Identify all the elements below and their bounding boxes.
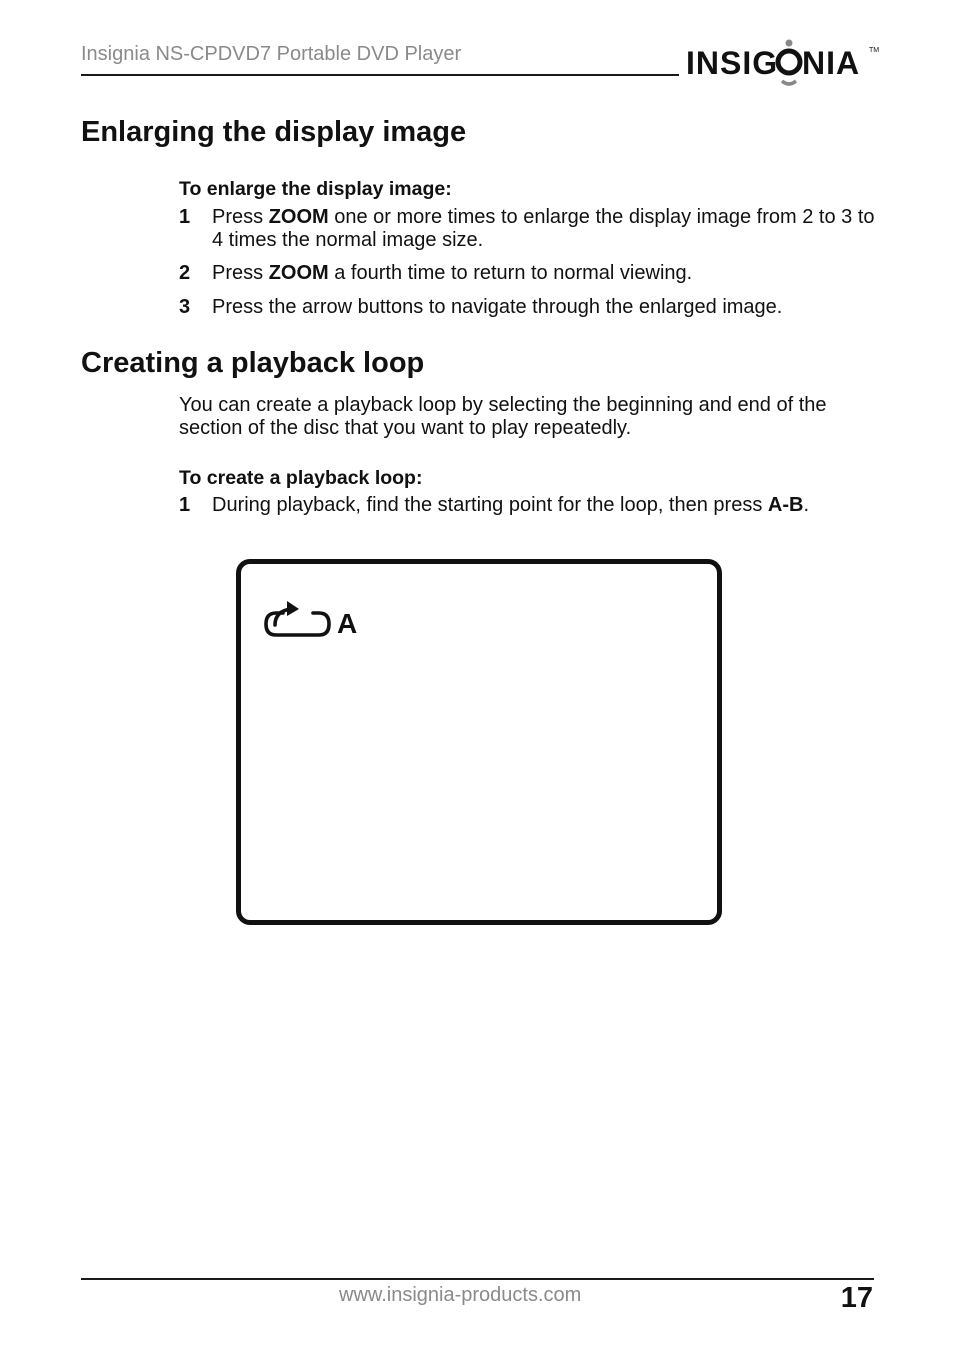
step-text: Press ZOOM a fourth time to return to normal viewing. xyxy=(212,262,693,284)
list-item xyxy=(179,296,879,319)
step-number: 3 xyxy=(179,296,191,318)
page-number: 17 xyxy=(840,1282,873,1314)
footer-url: www.insignia-products.com xyxy=(339,1284,582,1306)
step-number: 1 xyxy=(179,206,191,228)
step-text: Press ZOOM one or more times to enlarge the display image from 2 to 3 to 4 times the normal image size. xyxy=(212,206,875,251)
svg-text:NIA: NIA xyxy=(802,45,861,81)
svg-text:INSIG: INSIG xyxy=(686,45,779,81)
header-rule xyxy=(81,74,679,76)
step-text: During playback, find the starting point for the loop, then press A-B. xyxy=(212,494,809,516)
a-b-button-name: A-B xyxy=(767,494,804,516)
screen-display-illustration xyxy=(236,559,722,925)
step-text: Press the arrow buttons to navigate through the enlarged image. xyxy=(212,296,783,318)
list-item xyxy=(179,494,879,517)
step-number: 1 xyxy=(179,494,191,516)
procedure-title-loop: To create a playback loop: xyxy=(179,467,423,489)
section-heading-playback-loop: Creating a playback loop xyxy=(81,347,425,379)
loop-point-label: A xyxy=(337,608,358,639)
zoom-button-name: ZOOM xyxy=(268,262,329,284)
insignia-logo xyxy=(686,38,878,88)
repeat-loop-icon xyxy=(261,599,333,643)
intro-paragraph: You can create a playback loop by selecting the beginning and end of the section of the disc that you want to play repeatedly. xyxy=(179,394,827,439)
section-heading-enlarging: Enlarging the display image xyxy=(81,116,467,148)
list-item xyxy=(179,206,879,252)
list-item xyxy=(179,262,879,285)
svg-text:TM: TM xyxy=(869,47,880,54)
running-header-title: Insignia NS-CPDVD7 Portable DVD Player xyxy=(81,43,462,65)
zoom-button-name: ZOOM xyxy=(268,206,329,228)
procedure-title-enlarge: To enlarge the display image: xyxy=(179,178,452,200)
step-number: 2 xyxy=(179,262,191,284)
footer-rule xyxy=(81,1278,874,1280)
